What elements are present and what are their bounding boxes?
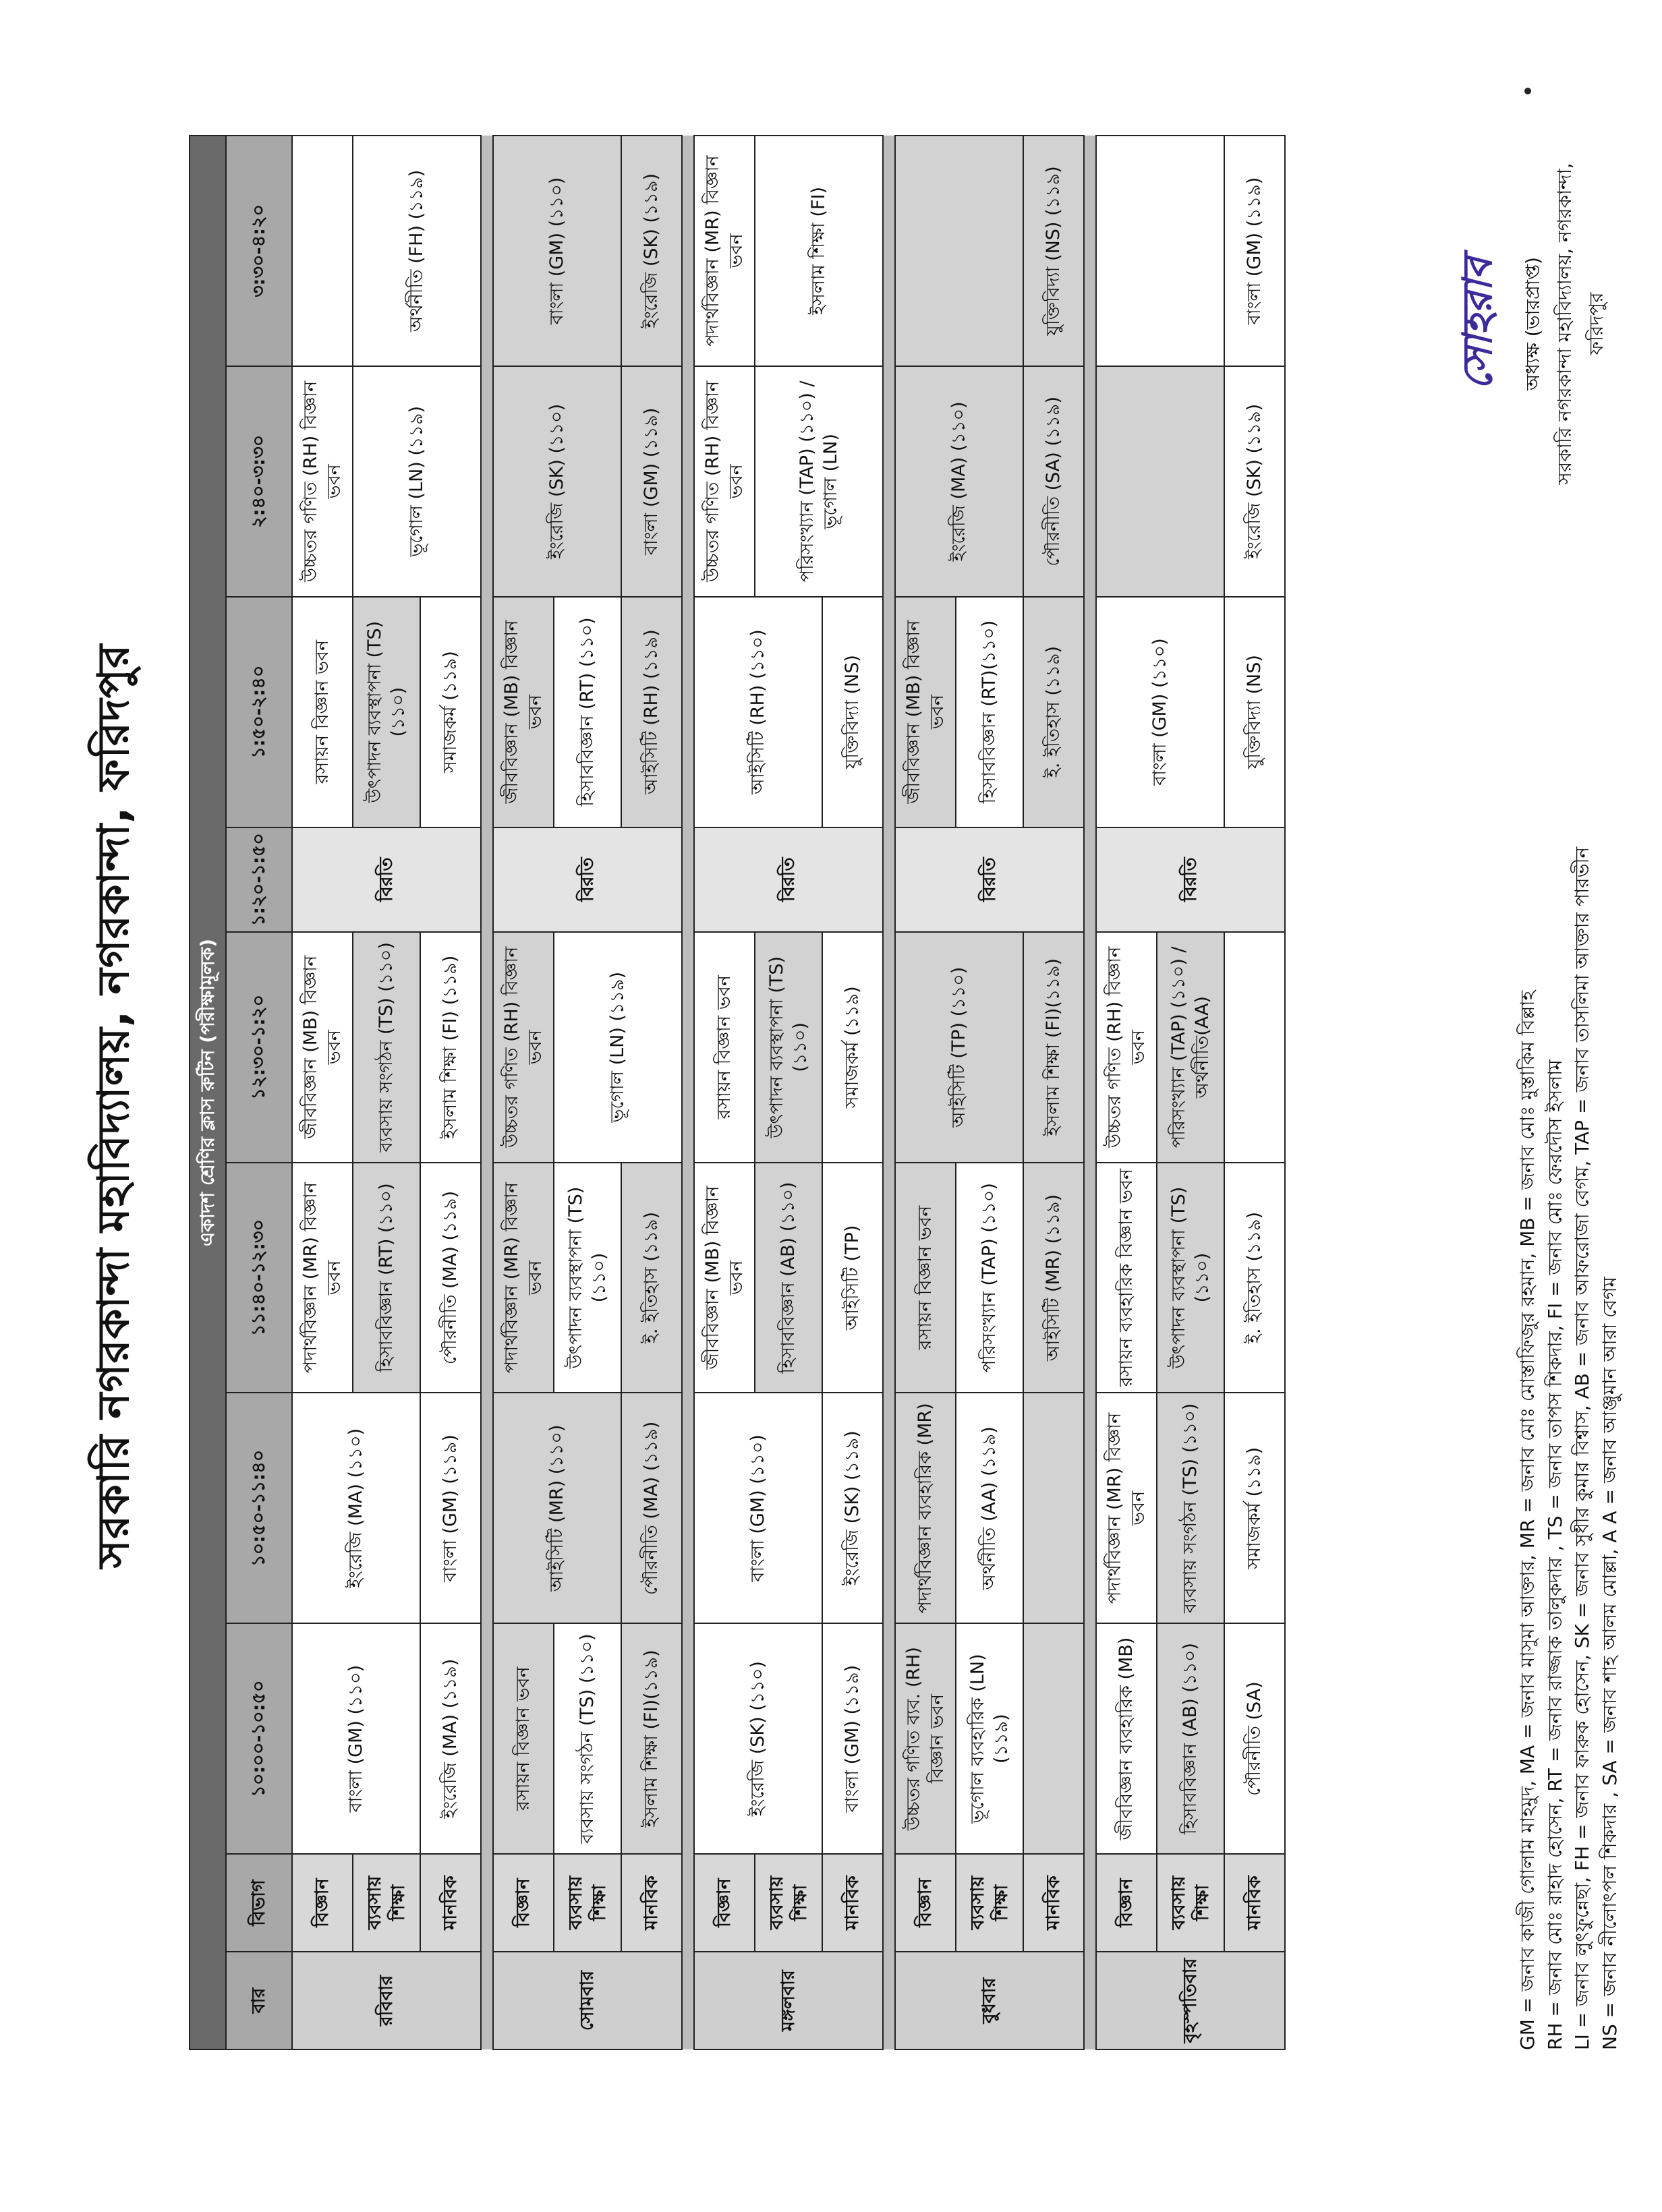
cell: আইসিটি (MR) (১১৯) xyxy=(1023,1163,1084,1393)
dept-business: ব্যবসায় শিক্ষা xyxy=(1157,1854,1224,1952)
header-slot-7: ২:৪০-৩:৩০ xyxy=(226,366,292,597)
dept-business: ব্যবসায় শিক্ষা xyxy=(353,1854,420,1952)
dept-business: ব্যবসায় শিক্ষা xyxy=(956,1854,1023,1952)
cell: ইসলাম শিক্ষা (FI) xyxy=(755,136,883,366)
cell: পরিসংখ্যান (TAP) (১১০) xyxy=(956,1163,1023,1393)
cell xyxy=(1224,932,1285,1163)
cell: ইংরেজি (SK) (১১০) xyxy=(694,1623,822,1854)
dept-humanities: মানবিক xyxy=(822,1854,883,1952)
cell: উচ্চতর গণিত (RH) বিজ্ঞান ভবন xyxy=(493,932,554,1163)
dept-humanities: মানবিক xyxy=(621,1854,682,1952)
cell: রসায়ন বিজ্ঞান ভবন xyxy=(694,932,755,1163)
cell: হিসাববিজ্ঞান (RT)(১১০) xyxy=(956,597,1023,827)
break-cell: বিরতি xyxy=(493,827,682,932)
cell xyxy=(1023,1393,1084,1623)
signature: সোহরাব xyxy=(1454,257,1501,390)
cell: ব্যবসায় সংগঠন (TS) (১১০) xyxy=(554,1623,621,1854)
legend-line: GM = জনাব কাজী গোলাম মাহমুদ, MA = জনাব মাসুমা আক্তার, MR = জনাব মোঃ মোস্তাফিজুর রহমান, MB = জনাব মোঃ মুস্তাকিম বিল্লাহ xyxy=(1516,990,1539,2050)
cell: জীববিজ্ঞান (MB) বিজ্ঞান ভবন xyxy=(493,597,554,827)
cell: বাংলা (GM) (১১৯) xyxy=(420,1393,481,1623)
cell: ইংরেজি (MA) (১১০) xyxy=(895,366,1023,597)
cell: উচ্চতর গণিত (RH) বিজ্ঞান ভবন xyxy=(1096,932,1157,1163)
cell: ই. ইতিহাস (১১৯) xyxy=(1224,1163,1285,1393)
break-cell: বিরতি xyxy=(694,827,883,932)
cell: সমাজকর্ম (১১৯) xyxy=(420,597,481,827)
table-row xyxy=(1224,136,1285,2049)
cell: সমাজকর্ম (১১৯) xyxy=(1224,1393,1285,1623)
cell: পরিসংখ্যান (TAP) (১১০) / অর্থনীতি(AA) xyxy=(1157,932,1224,1163)
cell: পদার্থবিজ্ঞান (MR) বিজ্ঞান ভবন xyxy=(694,136,755,366)
cell: অর্থনীতি (AA) (১১৯) xyxy=(956,1393,1023,1623)
table-row xyxy=(292,136,353,2049)
table-row xyxy=(895,136,956,2049)
dept-science: বিজ্ঞান xyxy=(292,1854,353,1952)
signature-role: অধ্যক্ষ (ভারপ্রাপ্ত) xyxy=(1522,257,1544,390)
table-row xyxy=(694,136,755,2049)
table-row xyxy=(493,136,554,2049)
ink-dot xyxy=(1524,88,1531,94)
cell: আইসিটি (TP) xyxy=(822,1163,883,1393)
cell: উৎপাদন ব্যবস্থাপনা (TS) (১১০) xyxy=(755,932,822,1163)
routine-table xyxy=(189,135,1286,2050)
table-row xyxy=(1023,136,1084,2049)
cell: পরিসংখ্যান (TAP) (১১০) / ভূগোল (LN) xyxy=(755,366,883,597)
header-slot-3: ১১:৪০-১২:৩০ xyxy=(226,1163,292,1393)
cell: রসায়ন বিজ্ঞান ভবন xyxy=(493,1623,554,1854)
cell: সমাজকর্ম (১১৯) xyxy=(822,932,883,1163)
cell xyxy=(895,136,1023,366)
break-cell: বিরতি xyxy=(895,827,1084,932)
cell: অর্থনীতি (FH) (১১৯) xyxy=(353,136,481,366)
day-wednesday: বুধবার xyxy=(895,1952,1084,2049)
header-slot-5: ১:২০-১:৫০ xyxy=(226,827,292,932)
cell: ভূগোল (LN) (১১৯) xyxy=(554,932,682,1163)
cell: পদার্থবিজ্ঞান (MR) বিজ্ঞান ভবন xyxy=(493,1163,554,1393)
cell: ইংরেজি (SK) (১১৯) xyxy=(822,1393,883,1623)
cell: জীববিজ্ঞান (MB) বিজ্ঞান ভবন xyxy=(292,932,353,1163)
cell: উচ্চতর গণিত (RH) বিজ্ঞান ভবন xyxy=(694,366,755,597)
header-slot-6: ১:৫০-২:৪০ xyxy=(226,597,292,827)
cell: উচ্চতর গণিত ব্যব. (RH) বিজ্ঞান ভবন xyxy=(895,1623,956,1854)
cell xyxy=(292,136,353,366)
legend-line: LI = জনাব লুৎফুন্নেছা, FH = জনাব ফারুক হোসেন, SK = জনাব সুধীর কুমার বিশ্বাস, AB = জনাব আফরোজা বেগম, TAP = জনাব তাসলিমা আক্তার পারভীন xyxy=(1571,846,1594,2050)
cell: জীববিজ্ঞান (MB) বিজ্ঞান ভবন xyxy=(895,597,956,827)
banner-row xyxy=(190,136,226,2049)
header-slot-8: ৩:৩০-৪:২০ xyxy=(226,136,292,366)
cell: আইসিটি (MR) (১১০) xyxy=(493,1393,621,1623)
cell: উৎপাদন ব্যবস্থাপনা (TS) (১১০) xyxy=(554,1163,621,1393)
cell: ইংরেজি (MA) (১১৯) xyxy=(420,1623,481,1854)
cell: রসায়ন বিজ্ঞান ভবন xyxy=(895,1163,956,1393)
cell: পদার্থবিজ্ঞান (MR) বিজ্ঞান ভবন xyxy=(292,1163,353,1393)
dept-science: বিজ্ঞান xyxy=(493,1854,554,1952)
row-separator xyxy=(481,136,493,2049)
cell: ই. ইতিহাস (১১৯) xyxy=(1023,597,1084,827)
cell: রসায়ন ব্যবহারিক বিজ্ঞান ভবন xyxy=(1096,1163,1157,1393)
cell: আইসিটি (TP) (১১০) xyxy=(895,932,1023,1163)
cell: পদার্থবিজ্ঞান ব্যবহারিক (MR) xyxy=(895,1393,956,1623)
cell: জীববিজ্ঞান ব্যবহারিক (MB) xyxy=(1096,1623,1157,1854)
cell: ইসলাম শিক্ষা (FI) (১১৯) xyxy=(420,932,481,1163)
row-separator xyxy=(682,136,694,2049)
signature-institution: সরকারি নগরকান্দা মহাবিদ্যালয়, নগরকান্দা, ফরিদপুর xyxy=(1553,163,1607,485)
day-tuesday: মঙ্গলবার xyxy=(694,1952,883,2049)
cell: যুক্তিবিদ্যা (NS) xyxy=(822,597,883,827)
cell: হিসাববিজ্ঞান (AB) (১১০) xyxy=(1157,1623,1224,1854)
cell: ইংরেজি (SK) (১১৯) xyxy=(1224,366,1285,597)
cell xyxy=(1023,1623,1084,1854)
cell: হিসাববিজ্ঞান (RT) (১১০) xyxy=(353,1163,420,1393)
cell: পৌরনীতি (MA) (১১৯) xyxy=(621,1393,682,1623)
legend-line: NS = জনাব নীলোৎপল শিকদার , SA = জনাব শাহ আলম মোল্লা, A A = জনাব আঞ্জুমান আরা বেগম xyxy=(1598,1277,1621,2050)
cell: ব্যবসায় সংগঠন (TS) (১১০) xyxy=(1157,1393,1224,1623)
dept-science: বিজ্ঞান xyxy=(1096,1854,1157,1952)
day-thursday: বৃহস্পতিবার xyxy=(1096,1952,1285,2049)
cell: ই. ইতিহাস (১১৯) xyxy=(621,1163,682,1393)
cell: বাংলা (GM) (১১০) xyxy=(1096,597,1224,827)
break-cell: বিরতি xyxy=(1096,827,1285,932)
break-cell: বিরতি xyxy=(292,827,481,932)
header-row xyxy=(226,136,292,2049)
cell: বাংলা (GM) (১১৯) xyxy=(621,366,682,597)
dept-business: ব্যবসায় শিক্ষা xyxy=(755,1854,822,1952)
cell xyxy=(1096,136,1224,366)
cell: আইসিটি (RH) (১১০) xyxy=(694,597,822,827)
cell: উচ্চতর গণিত (RH) বিজ্ঞান ভবন xyxy=(292,366,353,597)
dept-humanities: মানবিক xyxy=(1224,1854,1285,1952)
page-title: সরকারি নগরকান্দা মহাবিদ্যালয়, নগরকান্দা, ফরিদপুর xyxy=(89,643,139,1569)
cell: ইংরেজি (MA) (১১০) xyxy=(292,1393,420,1623)
cell: পৌরনীতি (SA) xyxy=(1224,1623,1285,1854)
header-day: বার xyxy=(226,1952,292,2049)
banner: একাদশ শ্রেণির ক্লাস রুটিন (পরীক্ষামূলক) xyxy=(190,136,226,2049)
table-row xyxy=(1096,136,1157,2049)
cell: রসায়ন বিজ্ঞান ভবন xyxy=(292,597,353,827)
cell: আইসিটি (RH) (১১৯) xyxy=(621,597,682,827)
cell: ব্যবসায় সংগঠন (TS) (১১০) xyxy=(353,932,420,1163)
dept-business: ব্যবসায় শিক্ষা xyxy=(554,1854,621,1952)
cell: ভূগোল ব্যবহারিক (LN) (১১৯) xyxy=(956,1623,1023,1854)
dept-humanities: মানবিক xyxy=(420,1854,481,1952)
cell: পদার্থবিজ্ঞান (MR) বিজ্ঞান ভবন xyxy=(1096,1393,1157,1623)
day-monday: সোমবার xyxy=(493,1952,682,2049)
cell: বাংলা (GM) (১১৯) xyxy=(822,1623,883,1854)
header-dept: বিভাগ xyxy=(226,1854,292,1952)
cell xyxy=(1096,366,1224,597)
header-slot-2: ১০:৫০-১১:৪০ xyxy=(226,1393,292,1623)
signature-block xyxy=(1447,135,1613,513)
day-sunday: রবিবার xyxy=(292,1952,481,2049)
legend-line: RH = জনাব মোঃ রাহাদ হোসেন, RT = জনাব রাজ্জাক তালুকদার , TS = জনাব তাপস শিকদার, FI = জনাব মোঃ ফেরদৌস ইসলাম xyxy=(1543,1059,1566,2050)
cell: ইংরেজি (SK) (১১৯) xyxy=(621,136,682,366)
cell: যুক্তিবিদ্যা (NS) xyxy=(1224,597,1285,827)
dept-humanities: মানবিক xyxy=(1023,1854,1084,1952)
header-slot-1: ১০:০০-১০:৫০ xyxy=(226,1623,292,1854)
header-slot-4: ১২:৩০-১:২০ xyxy=(226,932,292,1163)
row-separator xyxy=(1084,136,1096,2049)
cell: পৌরনীতি (MA) (১১৯) xyxy=(420,1163,481,1393)
cell: বাংলা (GM) (১১৯) xyxy=(1224,136,1285,366)
cell: হিসাববিজ্ঞান (AB) (১১০) xyxy=(755,1163,822,1393)
cell: ইসলাম শিক্ষা (FI)(১১৯) xyxy=(1023,932,1084,1163)
cell: যুক্তিবিদ্যা (NS) (১১৯) xyxy=(1023,136,1084,366)
cell: ইসলাম শিক্ষা (FI)(১১৯) xyxy=(621,1623,682,1854)
dept-science: বিজ্ঞান xyxy=(694,1854,755,1952)
dept-science: বিজ্ঞান xyxy=(895,1854,956,1952)
cell: উৎপাদন ব্যবস্থাপনা (TS) (১১০) xyxy=(1157,1163,1224,1393)
cell: উৎপাদন ব্যবস্থাপনা (TS) (১১০) xyxy=(353,597,420,827)
cell: হিসাববিজ্ঞান (RT) (১১০) xyxy=(554,597,621,827)
cell: বাংলা (GM) (১১০) xyxy=(694,1393,822,1623)
cell: পৌরনীতি (SA) (১১৯) xyxy=(1023,366,1084,597)
cell: বাংলা (GM) (১১০) xyxy=(493,136,621,366)
cell: ইংরেজি (SK) (১১০) xyxy=(493,366,621,597)
row-separator xyxy=(883,136,895,2049)
cell: বাংলা (GM) (১১০) xyxy=(292,1623,420,1854)
cell: জীববিজ্ঞান (MB) বিজ্ঞান ভবন xyxy=(694,1163,755,1393)
cell: ভূগোল (LN) (১১৯) xyxy=(353,366,481,597)
